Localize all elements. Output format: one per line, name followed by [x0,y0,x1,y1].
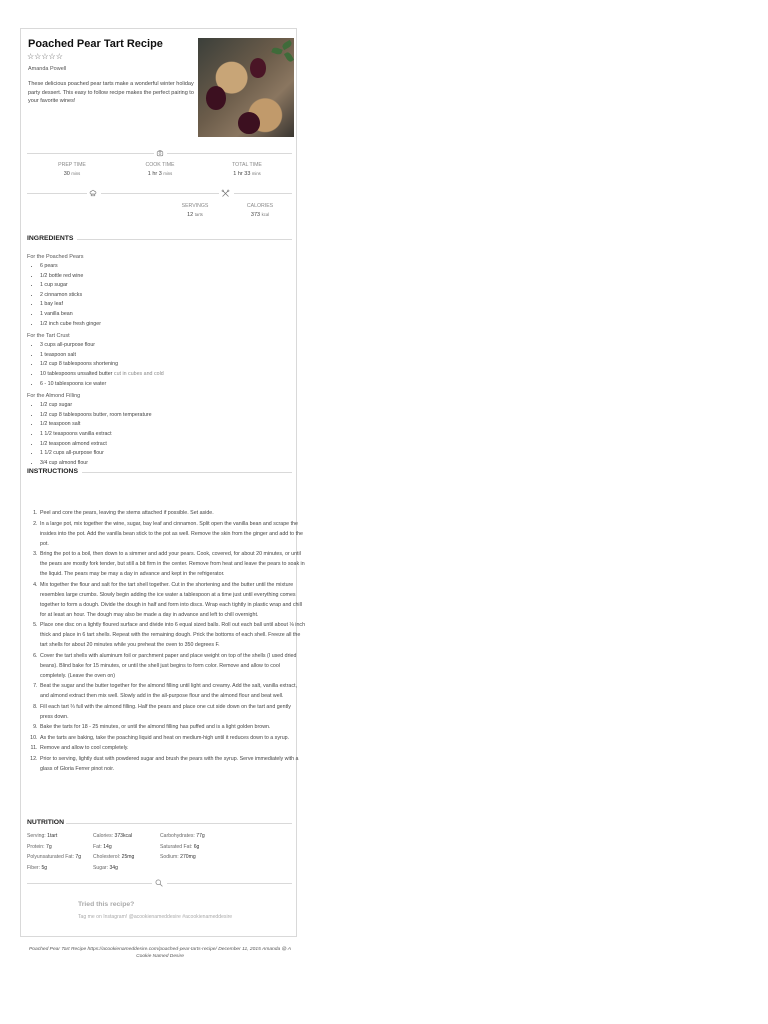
nutrition-row [93,863,134,874]
ingredient-item [40,262,287,272]
ingredient-item [40,360,287,370]
ingredient-text: 1/2 inch cube fresh ginger [40,320,101,327]
ingredient-item [40,411,287,421]
ingredient-text: 1/2 teaspoon salt [40,421,81,428]
prep-time-label: PREP TIME [58,162,86,168]
nutrition-row [160,852,205,863]
total-time-label: TOTAL TIME [232,162,262,168]
instruction-step: 3. Bring the pot to a boil, then down to a simmer and add your pears. Cook, covered, for about 20 minutes, or until the pears are mostly fork tender, but still a bit firm in the center. Remove from heat and leave the pears to soak in the liquid. The pears may be may a day in advance and kept in the refrigerator. [39,549,305,579]
cook-time-value: 1 hr 3 mins [147,171,173,177]
ingredient-text: 1/2 cup 8 tablespoons butter, room temperature [40,411,152,418]
ingredients-heading: INGREDIENTS [27,235,74,242]
nutrition-label: Serving: [27,833,48,839]
nutrition-label: Cholesterol: [93,854,122,861]
ingredient-note: cut in cubes and cold [113,370,164,377]
ingredient-item [40,320,287,330]
nutrition-label: Carbohydrates: [160,833,197,839]
ingredient-text: 1 teaspoon salt [40,351,76,358]
instruction-step: 9. Bake the tarts for 18 - 25 minutes, or until the almond filling has puffed and is a light golden brown. [39,722,305,732]
nutrition-value: 5g [41,864,48,871]
ingredient-group-heading: For the Tart Crust [27,333,70,340]
nutrition-value: 77g [196,833,205,839]
chef-hat-icon [89,189,97,199]
ingredient-item [40,310,287,320]
instruction-step: 6. Cover the tart shells with aluminum foil or parchment paper and place weight on top of the shells (I used dried beans). Blind bake for 15 minutes, or until the shell just begins to form color. Remove and allow to cool completely. (Leave the oven on) [39,651,305,681]
ingredient-item [40,459,287,469]
nutrition-label: Saturated Fat: [160,843,194,850]
nutrition-row [93,852,134,863]
servings-label: SERVINGS [181,203,209,209]
ingredient-group-list [27,401,287,468]
nutrition-row [27,863,81,874]
ingredient-text: 1 vanilla bean [40,310,73,317]
calories-label: CALORIES [246,203,274,209]
instruction-step: 1. Peel and core the pears, leaving the stems attached if possible. Set aside. [39,508,305,518]
calories-value: 373 kcal [250,212,270,218]
ingredient-item [40,272,287,282]
divider [66,823,292,824]
divider [27,883,152,884]
ingredient-text: 6 - 10 tablespoons ice water [40,380,107,387]
recipe-card [20,28,306,937]
ingredient-text: 3 cups all-purpose flour [40,342,96,349]
ingredient-item [40,401,287,411]
nutrition-value: 6g [193,843,200,850]
nutrition-col-1 [27,831,81,873]
nutrition-value: 14g [103,843,112,850]
ingredient-text: 2 cinnamon sticks [40,291,83,298]
nutrition-label: Fat: [93,843,104,850]
nutrition-value: 373kcal [114,833,133,839]
ingredient-text: 1 1/2 cups all-purpose flour [40,450,104,457]
divider [234,193,292,194]
nutrition-label: Protein: [27,843,46,850]
ingredient-text: 6 pears [40,263,58,269]
prep-time-value: 30 mins [63,171,81,177]
nutrition-value: 7g [45,843,52,850]
ingredient-group-list [27,262,287,329]
nutrition-row [93,842,134,853]
nutrition-row [93,831,134,842]
ingredient-text: 3/4 cup almond flour [40,459,88,466]
ingredient-item [40,370,287,380]
nutrition-value: 270mg [180,854,196,861]
nutrition-label: Calories: [93,833,115,839]
ingredient-text: 1/2 teaspoon almond extract [40,440,107,447]
ingredient-text: 1 1/2 teaspoons vanilla extract [40,430,112,437]
nutrition-row [160,842,205,853]
divider [77,239,292,240]
divider [101,193,219,194]
cook-time-label: COOK TIME [145,162,175,168]
nutrition-value: 1tart [47,833,58,839]
divider [167,153,292,154]
nutrition-label: Sodium: [160,854,181,861]
instruction-step: 4. Mix together the flour and salt for the tart shell together. Cut in the shortening and the butter until the mixture resembles large crumbs. Slowly begin adding the ice water a tablespoon at a time just until everything comes together to form a dough. Divide the dough in half and form into discs. Wrap each tightly in plastic wrap and chill for at least an hour. The dough may also be made a day in advance and left to chill overnight. [39,580,305,620]
instruction-step: 11. Remove and allow to cool completely. [39,743,305,753]
instagram-tag-link[interactable]: Tag me on Instagram! @acookienameddesire #acookienameddesire [78,914,233,920]
rating-stars[interactable]: ☆☆☆☆☆ [27,52,63,61]
ingredient-group-heading: For the Almond Filling [27,393,81,400]
total-time-value: 1 hr 33 mins [233,171,261,177]
nutrition-value: 25mg [121,854,135,861]
divider [167,883,292,884]
page-footer: Poached Pear Tart Recipe https://acookienameddesire.com/poached-pear-tarts-recipe/ December 11, 2015 Amanda @ A Cookie Named Desire [29,947,291,959]
nutrition-value: 7g [75,854,82,861]
instruction-step: 10. As the tarts are baking, take the poaching liquid and heat on medium-high until it reduces down to a syrup. [39,733,305,743]
nutrition-col-2 [93,831,134,873]
ingredient-item [40,351,287,361]
instruction-step: 7. Beat the sugar and the butter together for the almond filling until light and creamy. Add the salt, vanilla extract, and almond extract then mix well. Slowly add in the all-purpose flour and the almond flour and beat well. [39,681,305,701]
ingredient-item [40,430,287,440]
ingredient-item [40,420,287,430]
ingredient-item [40,440,287,450]
ingredient-text: 1 cup sugar [40,282,68,289]
ingredient-item [40,449,287,459]
instruction-step: 12. Prior to serving, lightly dust with powdered sugar and brush the pears with the syrup. Serve immediately with a glass of Gloria Ferrer pinot noir. [39,754,305,774]
ingredient-text: 1/2 cup 8 tablespoons shortening [40,361,119,368]
ingredient-text: 1 bay leaf [40,301,63,308]
ingredient-item [40,291,287,301]
nutrition-row [27,852,81,863]
instruction-step: 2. In a large pot, mix together the wine, sugar, bay leaf and cinnamon. Split open the vanilla bean and scrape the insides into the pot. Add the vanilla bean stick to the pot as well. Remove the skin from the ginger and add to the pot. [39,519,305,549]
divider [27,193,87,194]
ingredient-item [40,380,287,390]
nutrition-label: Fiber: [27,864,42,871]
recipe-title: Poached Pear Tart Recipe [28,38,163,50]
instructions-list [27,508,305,774]
nutrition-row [160,831,205,842]
ingredient-item [40,300,287,310]
cooking-pot-icon [156,149,164,159]
ingredient-group-list [27,341,287,389]
nutrition-row [27,831,81,842]
nutrition-col-3 [160,831,205,863]
ingredients-list [27,250,287,468]
instruction-step: 8. Fill each tart ⅔ full with the almond filling. Half the pears and place one cut side down on the tart and gently press down. [39,702,305,722]
instructions-heading: INSTRUCTIONS [27,468,78,475]
nutrition-label: Polyunsaturated Fat: [27,854,76,861]
recipe-author: Amanda Powell [28,66,67,72]
utensils-icon [221,189,230,200]
recipe-photo [198,38,294,137]
divider [82,472,292,473]
ingredient-text: 1/2 bottle red wine [40,272,84,279]
nutrition-value: 34g [109,864,118,871]
recipe-summary: These delicious poached pear tarts make a wonderful winter holiday party dessert. This easy to follow recipe makes the perfect pairing to your favorite wines! [28,81,194,105]
nutrition-row [27,842,81,853]
nutrition-label: Sugar: [93,864,110,871]
search-icon [155,879,163,889]
servings-value: 12 tarts [187,212,203,218]
ingredient-text: 10 tablespoons unsalted butter [40,370,114,377]
ingredient-group-heading: For the Poached Pears [27,254,84,260]
nutrition-heading: NUTRITION [27,819,65,826]
ingredient-text: 1/2 cup sugar [40,402,73,409]
instruction-step: 5. Place one disc on a lightly floured surface and divide into 6 equal sized balls. Roll out each ball until about ⅛ inch thick and place in 6 tart shells. Repeat with the remaining dough. Prick the bottoms of each shell. Freeze all the tart shells for about 20 minutes while you preheat the oven to 350 degrees F. [39,620,305,650]
ingredient-item [40,341,287,351]
ingredient-item [40,281,287,291]
divider [27,153,154,154]
tried-recipe-title: Tried this recipe? [78,901,135,908]
